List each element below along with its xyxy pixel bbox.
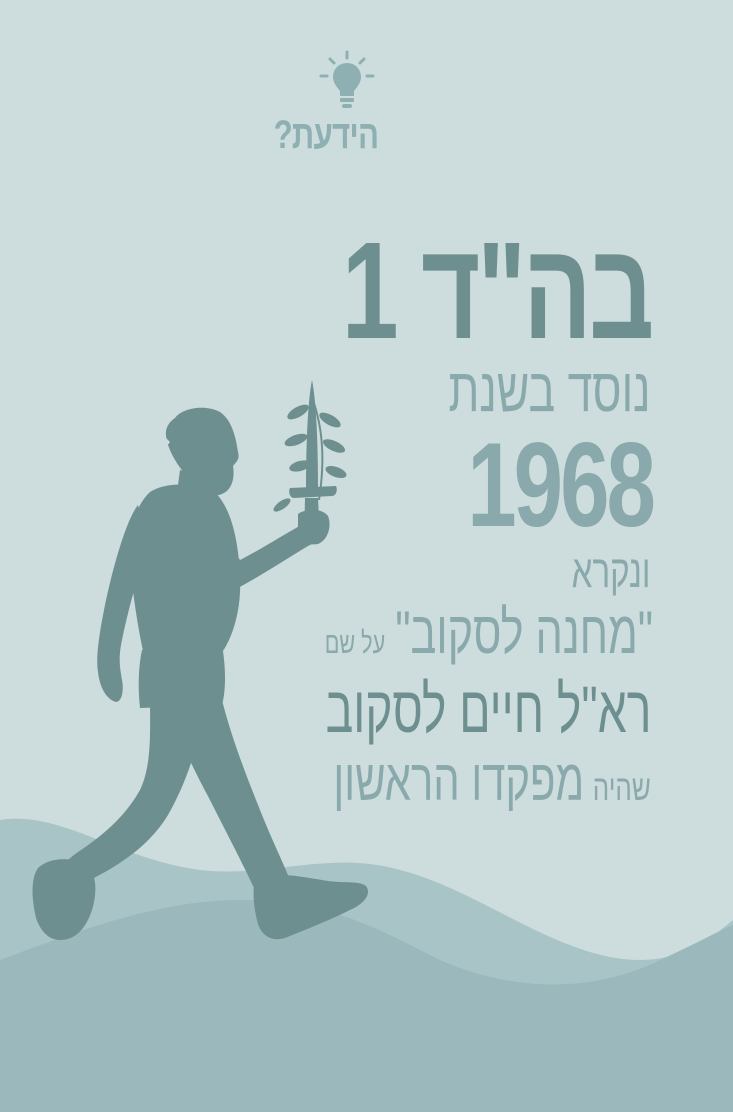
person-name: רא"ל חיים לסקוב [325, 672, 651, 746]
was-label: שהיה [593, 767, 651, 808]
soldier-front-leg [165, 700, 290, 890]
olive-leaf [283, 431, 309, 449]
soldier-fist [298, 510, 330, 545]
did-you-know-label: הידעת? [273, 113, 379, 157]
unit-name-heading: בה"ד 1 [341, 214, 651, 368]
founded-label: נוסד בשנת [449, 356, 651, 425]
camp-name-row [324, 599, 653, 666]
olive-leaf [272, 496, 293, 514]
sword-guard [289, 486, 337, 498]
olive-leaf [324, 464, 348, 481]
soldier-back-foot [33, 859, 96, 940]
commander-label: מפקדו הראשון [333, 748, 585, 813]
camp-name: "מחנה לסקוב" [395, 599, 653, 666]
olive-leaf [317, 410, 343, 431]
founded-year: 1968 [467, 418, 653, 552]
soldier-front-foot [254, 875, 368, 939]
soldier-hips [139, 645, 225, 708]
after-label: על שם [324, 627, 386, 660]
lightbulb-icon [318, 50, 376, 110]
sword-blade [306, 380, 318, 490]
olive-leaf [321, 436, 347, 455]
olive-leaf [285, 402, 311, 423]
commander-row [333, 748, 651, 813]
named-label: ונקרא [572, 545, 651, 597]
